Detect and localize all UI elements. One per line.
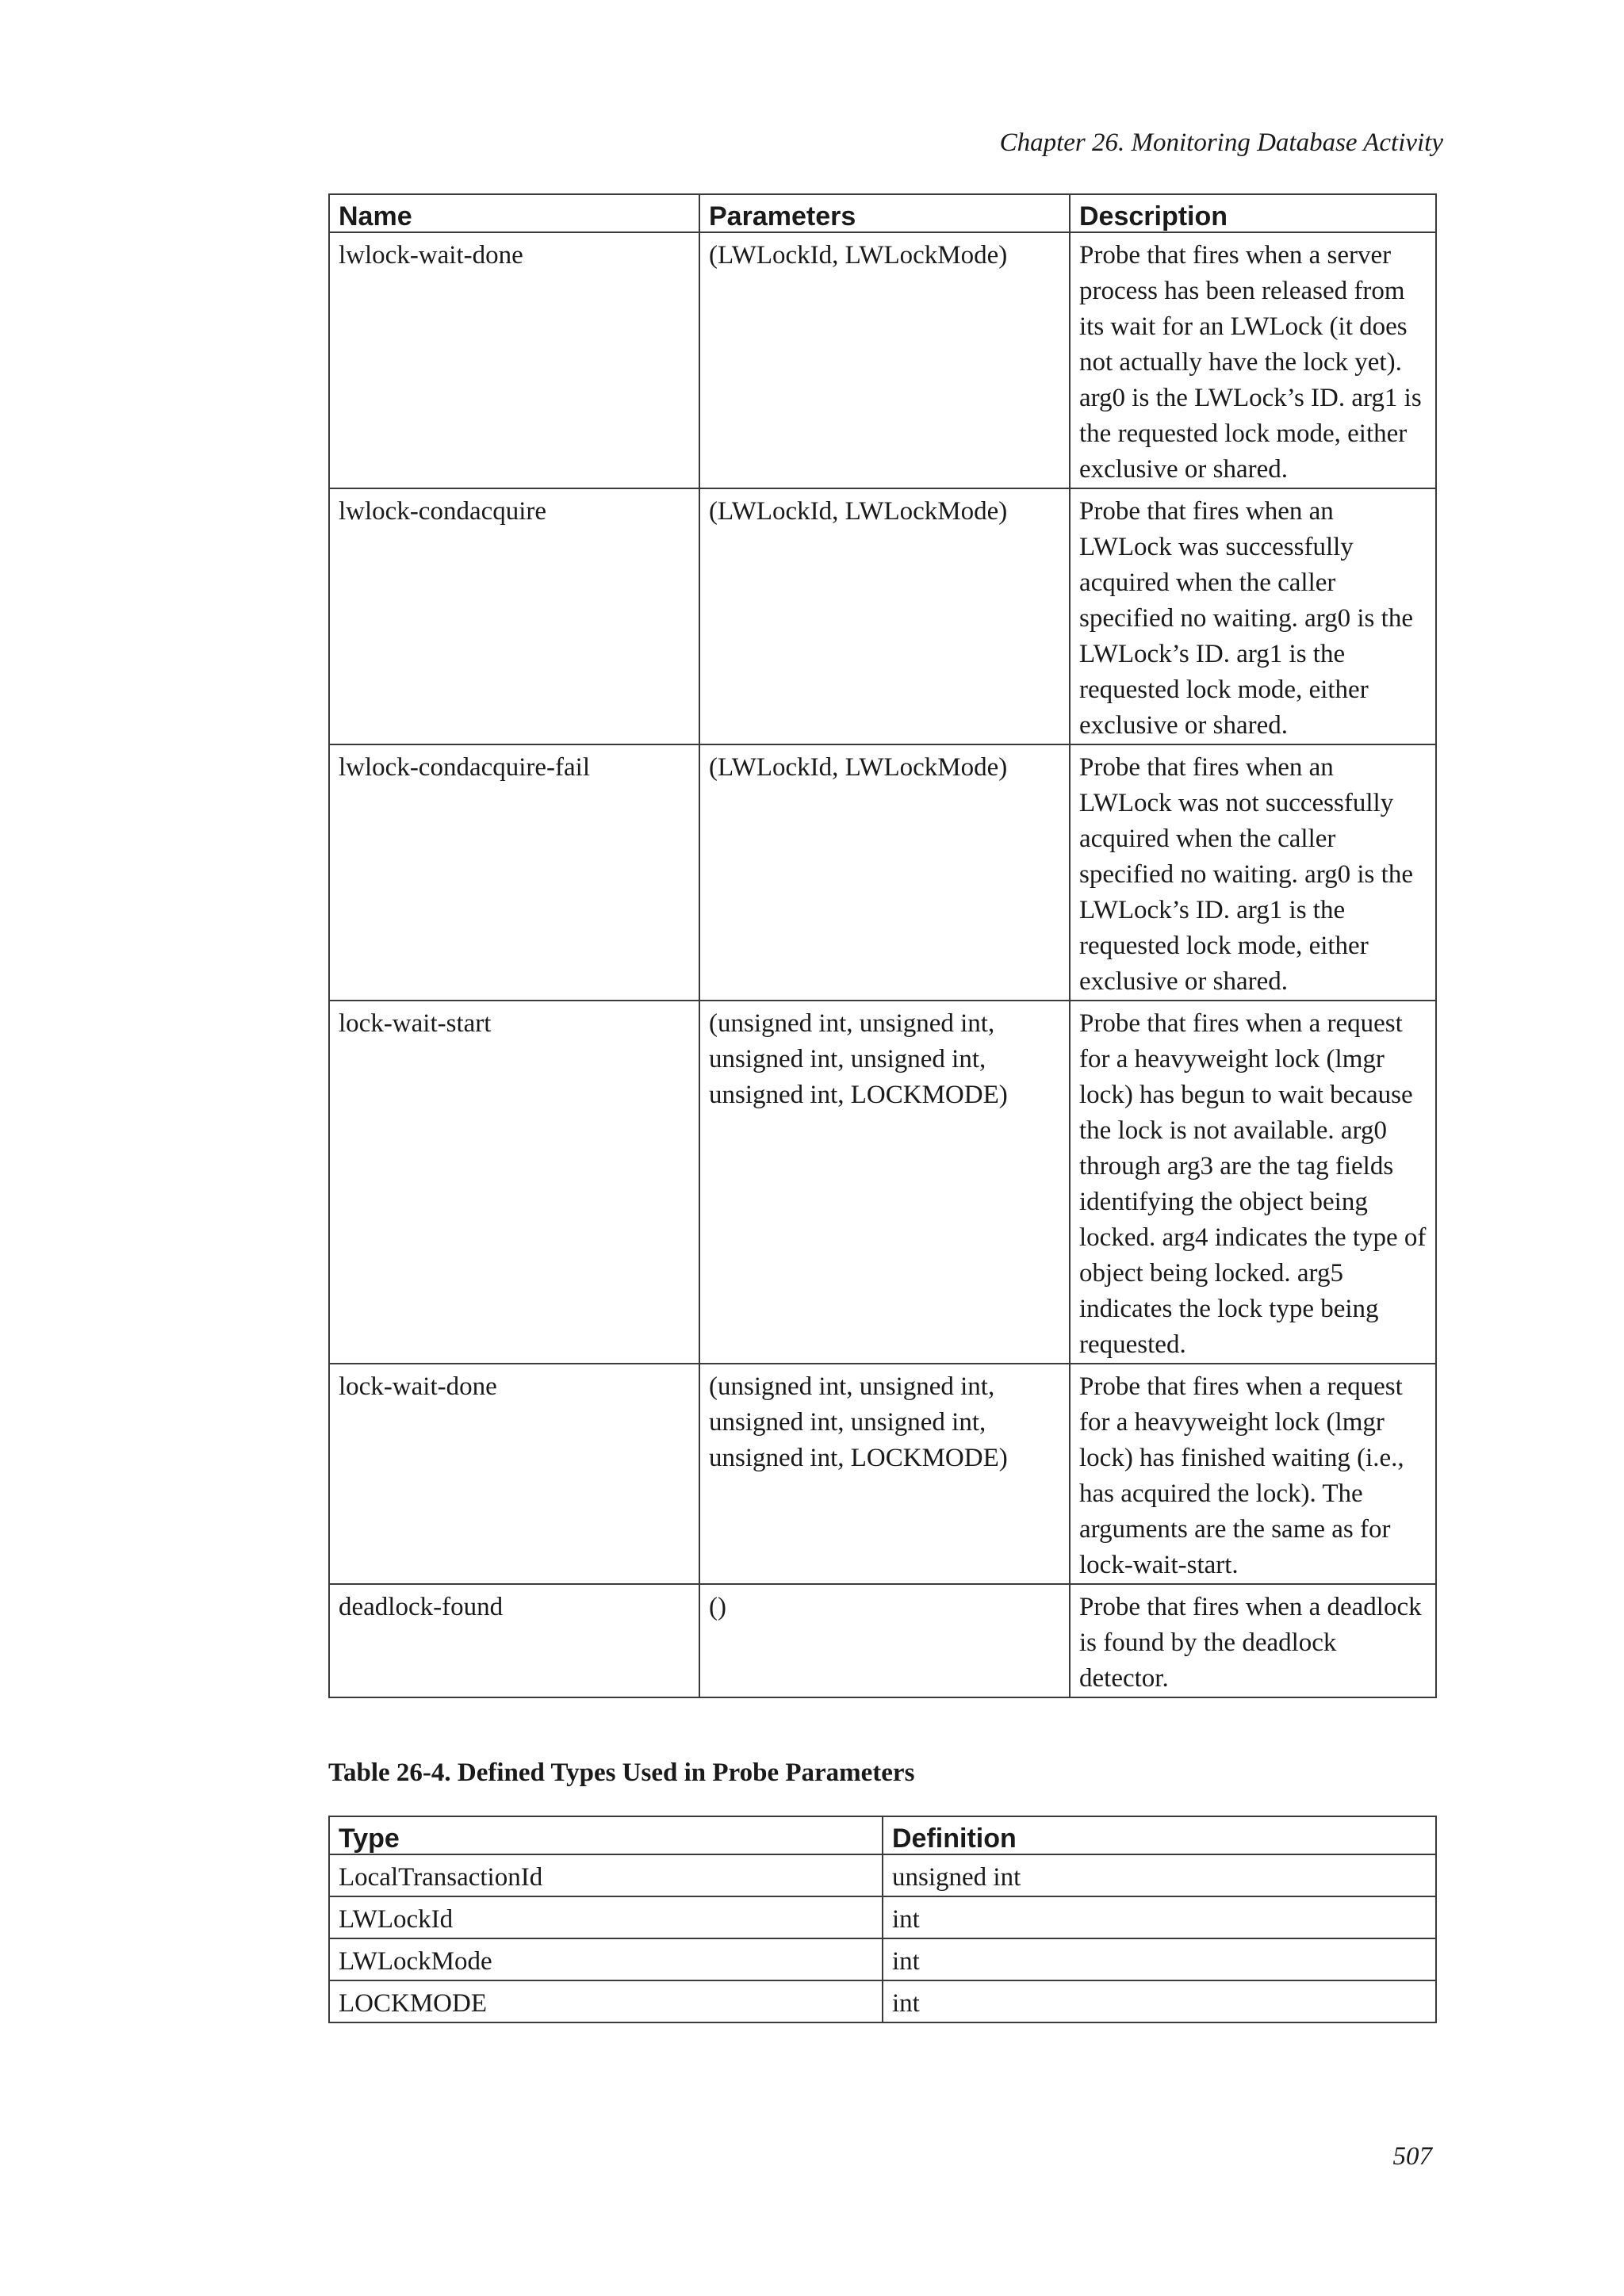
table-row (329, 1584, 1436, 1697)
type-definition: int (883, 1980, 1436, 2022)
table-header-row (329, 194, 1436, 232)
probe-name: lock-wait-start (329, 1001, 699, 1364)
table-header-row (329, 1816, 1436, 1854)
type-name: LWLockId (329, 1896, 883, 1938)
probe-table (328, 193, 1437, 1698)
probe-description: Probe that fires when a deadlock is found by the deadlock detector. (1070, 1584, 1436, 1697)
running-header: Chapter 26. Monitoring Database Activity (999, 128, 1443, 157)
table-row (329, 1980, 1436, 2022)
table-row (329, 1938, 1436, 1980)
page-number: 507 (1392, 2142, 1432, 2171)
type-definition: int (883, 1896, 1436, 1938)
types-table (328, 1816, 1437, 2023)
table-row (329, 488, 1436, 744)
type-name: LOCKMODE (329, 1980, 883, 2022)
type-definition: unsigned int (883, 1854, 1436, 1896)
probe-description: Probe that fires when a server process has been released from its wait for an LWLock (it does not actually have the lock yet). arg0 is the LWLock’s ID. arg1 is the requested lock mode, either exclusive or shared. (1070, 232, 1436, 488)
column-header-parameters: Parameters (699, 194, 1070, 232)
table-row (329, 1364, 1436, 1584)
probe-name: deadlock-found (329, 1584, 699, 1697)
type-name: LWLockMode (329, 1938, 883, 1980)
probe-name: lwlock-condacquire-fail (329, 744, 699, 1001)
probe-name: lwlock-wait-done (329, 232, 699, 488)
table-row (329, 744, 1436, 1001)
column-header-description: Description (1070, 194, 1436, 232)
column-header-definition: Definition (883, 1816, 1436, 1854)
table-caption: Table 26-4. Defined Types Used in Probe Parameters (328, 1758, 915, 1787)
probe-parameters: (unsigned int, unsigned int, unsigned int, unsigned int, unsigned int, LOCKMODE) (699, 1001, 1070, 1364)
table-row (329, 1896, 1436, 1938)
probe-parameters: (LWLockId, LWLockMode) (699, 744, 1070, 1001)
probe-description: Probe that fires when a request for a heavyweight lock (lmgr lock) has begun to wait because the lock is not available. arg0 through arg3 are the tag fields identifying the object being locked. arg4 indicates the type of object being locked. arg5 indicates the lock type being requested. (1070, 1001, 1436, 1364)
table-row (329, 232, 1436, 488)
probe-parameters: (LWLockId, LWLockMode) (699, 488, 1070, 744)
probe-description: Probe that fires when a request for a heavyweight lock (lmgr lock) has finished waiting (i.e., has acquired the lock). The arguments are the same as for lock-wait-start. (1070, 1364, 1436, 1584)
probe-parameters: (LWLockId, LWLockMode) (699, 232, 1070, 488)
type-name: LocalTransactionId (329, 1854, 883, 1896)
probe-name: lock-wait-done (329, 1364, 699, 1584)
table-row (329, 1001, 1436, 1364)
probe-parameters: () (699, 1584, 1070, 1697)
column-header-name: Name (329, 194, 699, 232)
probe-description: Probe that fires when an LWLock was not successfully acquired when the caller specified no waiting. arg0 is the LWLock’s ID. arg1 is the requested lock mode, either exclusive or shared. (1070, 744, 1436, 1001)
column-header-type: Type (329, 1816, 883, 1854)
probe-name: lwlock-condacquire (329, 488, 699, 744)
type-definition: int (883, 1938, 1436, 1980)
probe-parameters: (unsigned int, unsigned int, unsigned int, unsigned int, unsigned int, LOCKMODE) (699, 1364, 1070, 1584)
table-row (329, 1854, 1436, 1896)
probe-description: Probe that fires when an LWLock was successfully acquired when the caller specified no waiting. arg0 is the LWLock’s ID. arg1 is the requested lock mode, either exclusive or shared. (1070, 488, 1436, 744)
